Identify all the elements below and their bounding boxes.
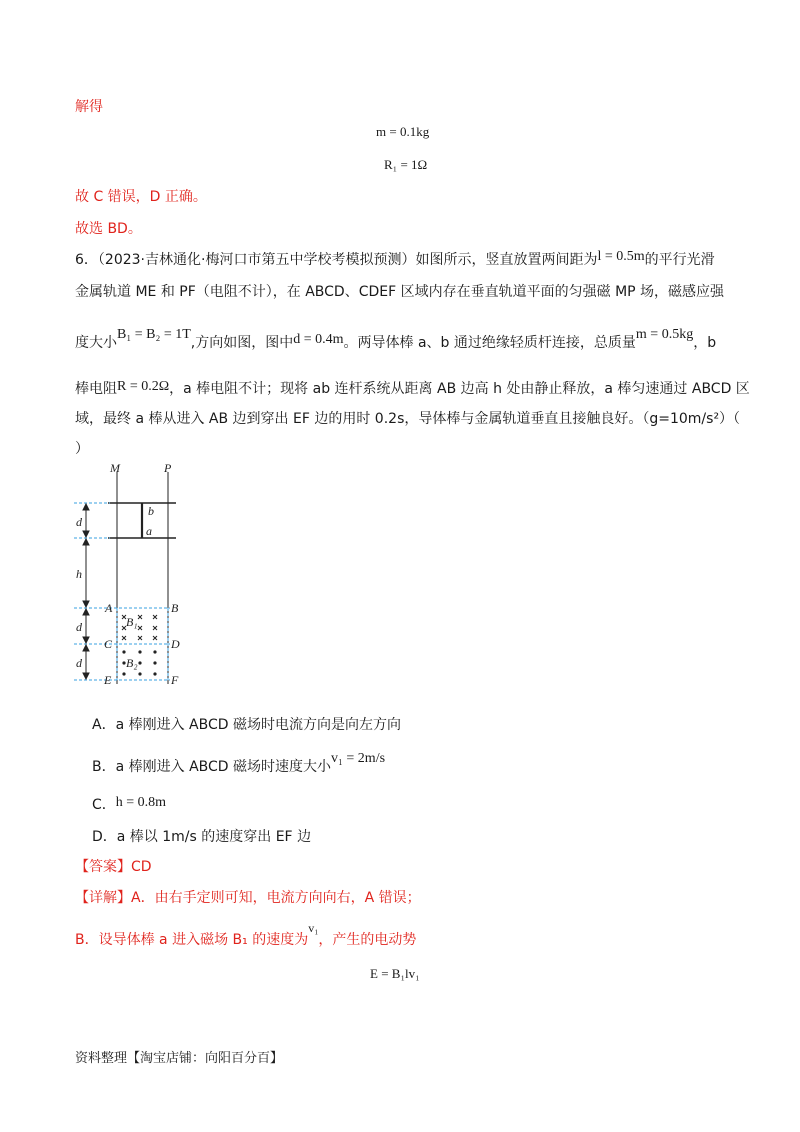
detail-b-line: B．设导体棒 a 进入磁场 B₁ 的速度为v₁，产生的电动势 <box>75 921 417 948</box>
equation-emf: E = B₁lv₁ <box>370 966 420 981</box>
label-C: C <box>104 637 113 651</box>
question-line-2: 金属轨道 ME 和 PF（电阻不计），在 ABCD、CDEF 区域内存在垂直轨道平面的匀强磁 MP 场，磁感应强 <box>75 284 725 300</box>
label-h: h <box>76 567 82 581</box>
question-number: 6． <box>75 252 98 268</box>
label-m: M <box>110 462 120 475</box>
option-c: C．h = 0.8m <box>92 795 167 813</box>
label-E: E <box>104 673 112 687</box>
label-b: b <box>148 504 154 518</box>
question-line-4: 棒电阻R = 0.2Ω，a 棒电阻不计；现将 ab 连杆系统从距离 AB 边高 h 处由静止释放，a 棒匀速通过 ABCD 区 <box>75 379 750 397</box>
label-B: B <box>171 601 179 615</box>
option-b: B．a 棒刚进入 ABCD 磁场时速度大小v₁ = 2m/s <box>92 751 386 775</box>
detail-line: 【详解】A．由右手定则可知，电流方向向右，A 错误； <box>75 890 421 906</box>
option-d: D．a 棒以 1m/s 的速度穿出 EF 边 <box>92 829 312 845</box>
rail-diagram <box>70 462 200 690</box>
label-B1: B₁ <box>126 615 138 629</box>
label-a: a <box>146 524 152 538</box>
equation-m: m = 0.1kg <box>376 124 430 139</box>
equation-r1: R₁ = 1Ω <box>384 157 428 172</box>
question-line-3: 度大小B₁ = B₂ = 1T,方向如图，图中d = 0.4m。两导体棒 a、b 通过绝缘轻质杆连接，总质量m = 0.5kg，b <box>75 327 717 351</box>
question-line-1: 6．（2023·吉林通化·梅河口市第五中学校考模拟预测）如图所示，竖直放置两间距为l = 0.5m的平行光滑 <box>75 249 715 268</box>
jiede-text: 解得 <box>75 99 103 115</box>
question-line-6: ） <box>75 441 89 457</box>
label-F: F <box>171 673 179 687</box>
option-a: A．a 棒刚进入 ABCD 磁场时电流方向是向左方向 <box>92 717 401 733</box>
label-d3: d <box>76 656 82 670</box>
label-A: A <box>105 601 113 615</box>
choice-line: 故选 BD。 <box>75 221 142 237</box>
question-line-5: 域，最终 a 棒从进入 AB 边到穿出 EF 边的用时 0.2s，导体棒与金属轨道垂直且接触良好。（g=10m/s²）（ <box>75 411 741 427</box>
label-B2: B₂ <box>126 656 138 670</box>
label-p: P <box>164 462 172 475</box>
conclusion-line: 故 C 错误，D 正确。 <box>75 189 207 205</box>
label-d2: d <box>76 620 82 634</box>
label-d1: d <box>76 515 82 529</box>
answer-line: 【答案】CD <box>75 859 152 875</box>
page-footer: 资料整理【淘宝店铺：向阳百分百】 <box>75 1051 284 1066</box>
label-D: D <box>171 637 180 651</box>
